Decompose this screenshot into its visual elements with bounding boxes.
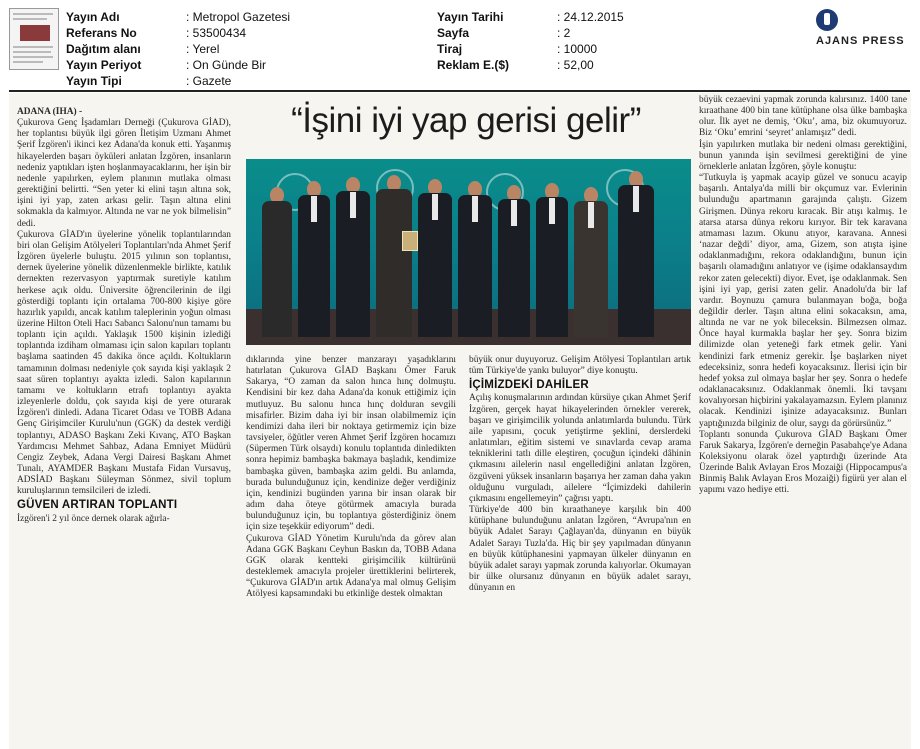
- paragraph: Çukurova GİAD'ın üyelerine yönelik toplantılarından biri olan Gelişim Atölyeleri Toplantıları'nda Ahmet Şerif İzgören üyelerle buluştu. 2015 yılının son toplantısı, dernek üyelerine yönelik düzenlenmekle birlikte, katılık dernekten rezervasyon yaptırmak suretiyle katılım herkese açık oldu. Üniversite öğrencilerinin de ilgi gösterdiği toplantı için ortalama 700-800 kişiye göre hazırlık yapıldı, ancak katılım taleplerinin yoğun olması üzerine Hilton Oteli Hacı Sabancı Salonu'nun tamamı bu toplantı için açıldı. Yaklaşık 1500 kişinin izlediği toplantıda izdiham olmaması için salon kapıları toplantı başlama saatinden 45 dakika önce açıldı. Koltukların tamamının dolması nedeniyle çok sayıda kişi yaklaşık 2 saat süren toplantıyı ayakta izledi. Salon kapılarının tamamı ve koltukların etrafı toplantıyı ayakta izleyenlerle doldu, çok sayıda kişi de yere oturarak İzgören'i dinledi. Adana Ticaret Odası ve TOBB Adana Genç Girişimciler Kurulu'nun (GGK) da destek verdiği toplantıyı, ADASO Başkanı Zeki Kıvanç, ATO Başkan Yardımcısı Mehmet Sahbaz, Adana Emniyet Müdürü Cengiz Zeybek, Adana Vergi Dairesi Başkanı Ahmet Tunalı, AYAMDER Başkanı Mustafa Fidan Vursavuş, ADSİAD Başkanı Süleyman Sönmez, sivil toplum kuruluşlarının temsilcileri de izledi.: [17, 229, 231, 497]
- paragraph: İşin yapılırken mutlaka bir nedeni olması gerektiğini, bunun yanında işin sevilmesi gerektiğini de yine örneklerle anlatan İzgören, şöyle konuştu:: [699, 139, 907, 172]
- paragraph: dıklarında yine benzer manzarayı yaşadıklarını hatırlatan Çukurova GİAD Başkanı Ömer Faruk Sakarya, “O zaman da salon hınca hınç dolmuştu. Kendisini bir kez daha Adana'da konuk ettiğimiz için mutluyuz. Bu salonu hınca hınç dolduran sevgili misafirler. Bizim daha iyi bir insan olabilmemiz için kendimizi daha ileri bir noktaya getirmemiz için bize tavsiyeler, öğütler veren Ahmet Şerif İzgören hocamızı (Süpermen Türk olsaydı) konulu toplantıda dinledikten sonra hepimiz bambaşka bakmaya başladık, kendimize bambaşka güven, bambaşka azim geldi. Bu anlamda, burada bulunduğunuz için, kendinize değer verdiğiniz için, kendinizi bugünden yarına bir insan olarak bir adım daha öteye götürmek amacıyla burada bulunduğunuz için, bu toplantıya gösterdiğiniz önem için size teşekkür ediyorum” dedi.: [246, 355, 456, 533]
- subheading-dahiler: İÇİMİZDEKİ DAHİLER: [469, 379, 589, 392]
- meta-label: Reklam E.($): [437, 58, 510, 72]
- meta-value: : 10000: [557, 42, 598, 56]
- article-column-4: [699, 95, 907, 749]
- paragraph: büyük cezaevini yapmak zorunda kalırsınız. 1400 tane kıraathane 400 bin tane kütüphane olsa ülke bambaşka olur. İlk ayet ne demiş, ‘Oku’, ama, biz okumuyoruz. Biz ‘Oku’ emrini ‘seyret’ anlamışız” dedi.: [699, 95, 907, 139]
- clipping-thumbnail: [9, 8, 59, 70]
- meta-label: Sayfa: [437, 26, 470, 40]
- meta-value: : Metropol Gazetesi: [186, 10, 291, 24]
- ajans-press-logo: [816, 9, 910, 49]
- event-photo: [246, 159, 691, 345]
- newspaper-article: [9, 93, 911, 749]
- meta-value: : On Günde Bir: [186, 58, 267, 72]
- meta-label: Yayın Adı: [66, 10, 120, 24]
- meta-label: Yayın Tarihi: [437, 10, 504, 24]
- publication-meta-right: [437, 9, 624, 73]
- article-column-2: [246, 355, 456, 749]
- meta-label: Yayın Periyot: [66, 58, 142, 72]
- clipping-header: [0, 0, 920, 92]
- meta-value: : 2: [557, 26, 571, 40]
- paragraph: Açılış konuşmalarının ardından kürsüye çıkan Ahmet Şerif İzgören, gerçek hayat hikayelerinden örnekler vererek, başarı ve girişimcilik yolunda anlatımlarda bulundu. Türk aile yapısını, çocuk yetiştirme şeklini, derslerdeki anlatımları, eğitim sistemi ve sınavlarda cevap arama tekniklerini tatlı dille eleştiren, çocuğun içindeki dâhinin çıkmasını ailelerin nasıl engellediğini anlatan İzgören, özgüveni yüksek insanların başarıya her zaman daha yakın olduğunu vurguladı, ailelere “İçimizdeki dahilerin çıkmasını engellemeyin” çağrısı yaptı.: [469, 393, 691, 504]
- paragraph: Toplantı sonunda Çukurova GİAD Başkanı Ömer Faruk Sakarya, İzgören'e derneğin Pasabahçe'ye Adana Koleksiyonu olarak özel yaptırdığı üzerinde Ata Üzerinde Balık Avlayan Eros Mozaiği (Hippocampus'a Binmiş Balık Avlayan Eros Mozaiği) figürü yer alan el yapımı vazo hediye etti.: [699, 429, 907, 496]
- meta-value: : 52,00: [557, 58, 594, 72]
- article-headline: “İşini iyi yap gerisi gelir”: [291, 101, 641, 140]
- subheading-guven: GÜVEN ARTIRAN TOPLANTI: [17, 499, 178, 512]
- paragraph: Türkiye'de 400 bin kıraathaneye karşılık bin 400 kütüphane bulunduğunu anlatan İzgören, “Avrupa'nın en büyük Adalet Sarayı Çağlayan'da, dünyanın en büyük Adalet Sarayı Tuzla'da. Hiç bir şey yapılmadan dünyanın en büyük kütüphanesini yapmayan ülkeler dünyanın en büyük adalet sarayı yapmak zorunda kalıyorlar. Okumayan bir ülke olursanız dünyanın en büyük adalet sarayı, dünyanın en: [469, 505, 691, 594]
- article-column-1: [17, 107, 231, 749]
- article-column-3: [469, 355, 691, 749]
- meta-label: Tiraj: [437, 42, 463, 56]
- ajans-press-logo-icon: [816, 9, 838, 31]
- article-byline: ADANA (İHA) -: [17, 107, 83, 117]
- meta-label: Yayın Tipi: [66, 74, 122, 88]
- paragraph: Çukurova Genç İşadamları Derneği (Çukurova GİAD), her toplantısı büyük ilgi gören İletişim Uzmanı Ahmet Şerif İzgören'i ikinci kez Adana'da konuk etti. Yaşanmış hikayelerden başarı öyküleri anlatan İzgören, insanların nedeniz yaptıkları işten hoşlanmayacaklarını, her işin bir nedenle yapılırken, eylem planının mutlaka olması gerektiğini belirtti. “Sen yeter ki elini taşın altına sok, işini iyi yap, zaten arkası gelir. Taşın altına elini sokmakla da kalmıyor. Altında ne var ne yok bilmelisin” dedi.: [17, 118, 231, 229]
- paragraph: İzgören'i 2 yıl önce dernek olarak ağırla-: [17, 513, 170, 524]
- publication-meta-left: [66, 9, 290, 89]
- ajans-press-logo-text: AJANS PRESS: [816, 35, 905, 47]
- meta-value: : Yerel: [186, 42, 220, 56]
- meta-label: Dağıtım alanı: [66, 42, 141, 56]
- header-divider: [9, 90, 910, 92]
- meta-value: : Gazete: [186, 74, 232, 88]
- meta-value: : 53500434: [186, 26, 247, 40]
- paragraph: Çukurova GİAD Yönetim Kurulu'nda da görev alan Adana GGK Başkanı Ceyhun Baskın da, TOBB Adana GGK olarak kentteki girişimcilik kültürünü desteklemek amacıyla projeler ürettiklerini belirterek, “Çukurova GİAD'ın artık Adana'ya mal olmuş Gelişim Atölyesi kapsamındaki bu etkinliğe destek olmaktan: [246, 533, 456, 600]
- meta-label: Referans No: [66, 26, 137, 40]
- paragraph: “Tutkuyla iş yapmak acayip güzel ve sonucu acayip başarılı. Antalya'da milli bir okçumuz var. Evlerinin bulunduğu apartmanın garajında çalıştı. Gizem Girişmen. Dünya rekoru kıracak. Bir atışı kalmış. 1e atarsa atarsa dünya rekoru kırıyor. Bir tek karavana atmaması lazım. Okunu atıyor, karavana. Annesi ‘nazar değdi’ diyor, ama, Gizem, son atışta işine odaklanmadığını, rekora odaklandığını, bunun için başarılı olamadığını anlatıyor ve (işime odaklansaydım rekor zaten gelecekti) diyor. Evet, işe odaklanmak. Sen işini iyi yap, gerisi zaten gelir. Anadolu'da bir laf vardır. Boynuzu çamura bulanmayan boğa, boğa değildir derler. Taşın altına elini sokacaksın, ama, altında ne var ne yok bileceksin. Bilmezsen olmaz. Önce hayal kurmakla başlar her şey. Sonra bizim dilimizde olan yeteneği fark etmek gelir. Yani kendinizi fark etmeniz gerekir. İşe başlarken niyet edeceksiniz, sonra hedefi koyacaksınız. İlerisi için bir hedef yoksa zul olmaya başlar her şey. Sonra o hedefe odaklanacaksınız. Odaklanmak önemli. İki tavşanı kovalıyorsan hiçbirini yakalayamazsın. Eylem planınız olacak. Kendinizi işinize adayacaksınız. Bunları yaptığınızda bilginiz de olur, saygı da görürsünüz.”: [699, 173, 907, 429]
- meta-value: : 24.12.2015: [557, 10, 624, 24]
- paragraph: büyük onur duyuyoruz. Gelişim Atölyesi Toplantıları artık tüm Türkiye'de yankı buluyor” diye konuştu.: [469, 355, 691, 377]
